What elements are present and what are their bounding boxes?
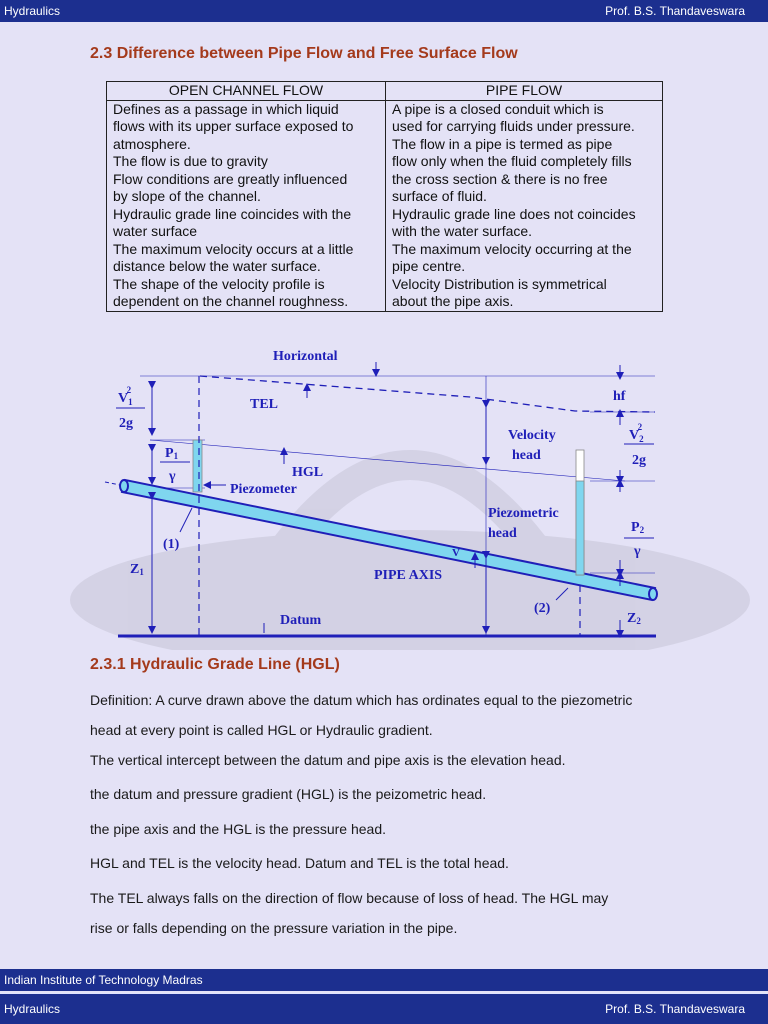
table-line: flow only when the fluid completely fills xyxy=(392,153,632,169)
footer-course: Hydraulics xyxy=(4,1002,61,1016)
table-line: atmosphere. xyxy=(113,135,191,152)
gamma-1: γ xyxy=(169,469,176,484)
pipe-axis-extension xyxy=(105,482,120,485)
piezometer-tube-1 xyxy=(193,440,202,492)
pipe-inlet xyxy=(120,480,128,492)
point1-leader xyxy=(180,508,192,532)
p2-symbol: P2 xyxy=(631,520,645,535)
z2-symbol: Z2 xyxy=(627,611,641,626)
paragraph-line: head at every point is called HGL or Hydraulic gradient. xyxy=(90,722,433,738)
tel-label: TEL xyxy=(250,397,279,412)
header-course: Hydraulics xyxy=(4,4,61,18)
table-line: The flow in a pipe is termed as pipe xyxy=(392,135,613,152)
table-line: Defines as a passage in which liquid xyxy=(113,100,339,117)
piezometer-tube-2 xyxy=(576,481,584,575)
paragraph-line: Definition: A curve drawn above the datum which has ordinates equal to the piezometric xyxy=(90,692,633,708)
velocity-label: Velocity xyxy=(508,428,556,443)
table-line: used for carrying fluids under pressure. xyxy=(392,118,635,134)
footer-author: Prof. B.S. Thandaveswara xyxy=(605,1002,745,1016)
pipe-outlet xyxy=(649,588,657,600)
v1-symbol: $V_12$ xyxy=(118,385,133,407)
header-author: Prof. B.S. Thandaveswara xyxy=(605,4,745,18)
v2-denominator: 2g xyxy=(632,453,646,468)
table-line: The maximum velocity occurs at a little xyxy=(113,240,354,257)
piezometer-label: Piezometer xyxy=(230,482,297,497)
table-line: dependent on the channel roughness. xyxy=(113,293,349,309)
paragraph-line: HGL and TEL is the velocity head. Datum and TEL is the total head. xyxy=(90,855,509,871)
table-line: surface of fluid. xyxy=(392,188,487,204)
paragraph-line: The vertical intercept between the datum and pipe axis is the elevation head. xyxy=(90,752,566,768)
comparison-table xyxy=(106,81,663,312)
p1-symbol: P1 xyxy=(165,446,179,461)
horizontal-label: Horizontal xyxy=(273,349,338,364)
table-line: Velocity Distribution is symmetrical xyxy=(392,275,607,292)
velocity-mark: V xyxy=(452,547,460,559)
paragraph-line: the datum and pressure gradient (HGL) is the peizometric head. xyxy=(90,786,487,802)
paragraph-line: The TEL always falls on the direction of flow because of loss of head. The HGL may xyxy=(90,890,609,906)
paragraph-line: the pipe axis and the HGL is the pressure head. xyxy=(90,821,386,837)
table-line: by slope of the channel. xyxy=(113,188,261,204)
table-row xyxy=(107,100,663,311)
table-line: flows with its upper surface exposed to xyxy=(113,118,354,134)
hf-label: hf xyxy=(613,389,626,404)
piezometric-head-label: head xyxy=(488,526,517,541)
gamma-2: γ xyxy=(634,544,641,559)
column-header-pipe: PIPE FLOW xyxy=(386,82,663,101)
hgl-label: HGL xyxy=(292,465,324,480)
table-header-row xyxy=(107,82,663,101)
velocity-head-label: head xyxy=(512,448,541,463)
subsection-title: 2.3.1 Hydraulic Grade Line (HGL) xyxy=(90,656,340,673)
table-line: with the water surface. xyxy=(392,223,533,239)
footer-institute-bar xyxy=(0,969,768,991)
header-bar xyxy=(0,0,768,22)
table-line: Hydraulic grade line does not coincides xyxy=(392,205,636,222)
table-line: The flow is due to gravity xyxy=(113,153,268,169)
point2-label: (2) xyxy=(534,601,551,616)
table-line: distance below the water surface. xyxy=(113,258,321,274)
table-line: the cross section & there is no free xyxy=(392,170,608,187)
point1-label: (1) xyxy=(163,537,180,552)
z1-symbol: Z1 xyxy=(130,562,144,577)
table-line: The maximum velocity occurring at the xyxy=(392,240,632,257)
pipe-axis-label: PIPE AXIS xyxy=(374,568,443,583)
table-line: A pipe is a closed conduit which is xyxy=(392,100,604,117)
piezometric-label: Piezometric xyxy=(488,506,559,521)
datum-label: Datum xyxy=(280,613,322,628)
v1-denominator: 2g xyxy=(119,416,133,431)
v2-symbol: $V_22$ xyxy=(629,422,644,444)
open-channel-cell xyxy=(107,100,386,311)
pipe-flow-cell xyxy=(386,100,663,311)
footer-bar xyxy=(0,993,768,1024)
paragraph-line: rise or falls depending on the pressure variation in the pipe. xyxy=(90,920,458,936)
table-line: about the pipe axis. xyxy=(392,293,514,309)
hgl-tel-diagram xyxy=(0,330,768,650)
table-line: water surface xyxy=(113,223,198,239)
table-line: Hydraulic grade line coincides with the xyxy=(113,205,352,222)
section-title: 2.3 Difference between Pipe Flow and Free Surface Flow xyxy=(90,45,518,62)
column-header-open-channel: OPEN CHANNEL FLOW xyxy=(107,82,386,101)
table-line: Flow conditions are greatly influenced xyxy=(113,170,348,187)
table-line: pipe centre. xyxy=(392,258,466,274)
table-line: The shape of the velocity profile is xyxy=(113,275,325,292)
footer-institute: Indian Institute of Technology Madras xyxy=(4,973,203,987)
